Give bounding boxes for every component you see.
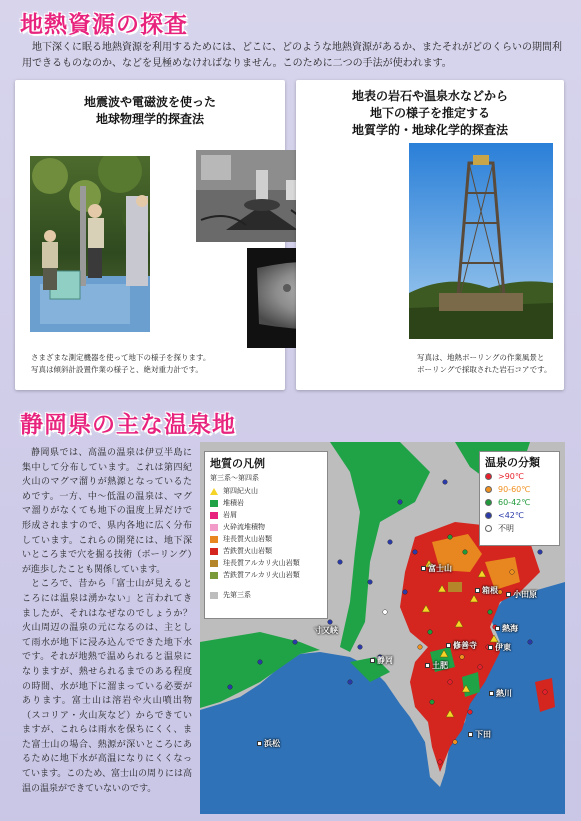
legend-items — [210, 485, 322, 581]
paragraph-2: ところで、昔から「富士山が見えるところには温泉は湧かない」と言われてきましたが、それはなぜなのでしょうか？火山周辺の温泉の元になるのは、主として雨水が地下に浸み込んでできた地下水です。それが地熱で温められると温泉になりますが、熱せられるまでのある程度の時間、水が地下に溜まっている必要があります。富士山は溶岩や火山噴出物（スコリア・火山灰など）からできていますが、これらは雨水を保ちにくく、また富士山の場合、熱源が深いところにあるために地下水が高温になりにくくなっています。このため、富士山の周りには高温の温泉ができていないのです。 — [22, 579, 192, 794]
classification-item-label: 不明 — [498, 524, 514, 533]
legend-item — [210, 497, 322, 509]
dot-icon — [485, 473, 492, 480]
place-fuji: 富士山 — [421, 563, 452, 574]
hot-spring-classification — [479, 451, 560, 546]
classification-item — [485, 496, 554, 509]
classification-item-label: 90-60℃ — [498, 485, 531, 494]
legend-item — [210, 509, 322, 521]
legend-swatch — [210, 536, 218, 543]
dot-icon — [485, 499, 492, 506]
legend-swatch — [210, 548, 218, 555]
panel-geological-caption: 写真は、地熱ボーリングの作業風景と ボーリングで採取された岩石コアです。 — [417, 353, 552, 374]
legend-title: 地質の凡例 — [210, 457, 265, 470]
place-ito: 伊東 — [488, 642, 511, 653]
legend-swatch — [210, 512, 218, 519]
classification-item — [485, 509, 554, 522]
legend-subtitle: 第三系～第四系 — [210, 474, 259, 482]
legend-item-label: 火砕流堆積物 — [223, 523, 265, 531]
legend-swatch — [210, 560, 218, 567]
legend-item-label: 珪長質アルカリ火山岩類 — [223, 559, 300, 567]
panel-geological-title: 地表の岩石や温泉水などから 地下の様子を推定する 地質学的・地球化学的探査法 — [351, 89, 508, 137]
place-shizuoka: 静岡 — [370, 655, 393, 666]
classification-item-label: <42℃ — [498, 511, 524, 520]
place-odawara: 小田原 — [506, 589, 537, 600]
panel-geophysical — [15, 80, 285, 390]
place-hamamatsu: 浜松 — [257, 738, 280, 749]
volcano-triangle-icon — [210, 488, 218, 495]
legend-item-label: 堆積岩 — [223, 499, 244, 507]
legend-swatch — [210, 524, 218, 531]
legend-item-pre-tertiary: 先第三系 — [210, 589, 322, 601]
intro-text: 地下深くに眠る地熱資源を利用するためには、どこに、どのような地熱資源があるか、またそれがどのくらいの期間利用できるものなのか、などを見極めなければなりません。このために二つの手法が使われます。 — [22, 42, 562, 69]
place-sumata: 寸又峡 — [314, 626, 338, 635]
photo-drilling-rig — [409, 143, 553, 339]
panel-geophysical-title: 地震波や電磁波を使った 地球物理学的探査法 — [83, 95, 216, 126]
legend-item-label: 珪長質火山岩類 — [223, 535, 272, 543]
legend-swatch — [210, 592, 218, 599]
place-toi: 土肥 — [425, 660, 448, 671]
legend-item — [210, 569, 322, 581]
legend-item — [210, 545, 322, 557]
place-atami: 熱海 — [495, 623, 518, 634]
legend-item-label: 苦鉄質火山岩類 — [223, 547, 272, 555]
place-shimoda: 下田 — [468, 729, 491, 740]
classification-item — [485, 470, 554, 483]
hot-springs-text — [22, 446, 192, 796]
legend-item — [210, 521, 322, 533]
classification-item-label: >90℃ — [498, 472, 524, 481]
panel-geological — [296, 80, 564, 390]
dot-icon — [485, 486, 492, 493]
legend-item-label: 第四紀火山 — [223, 487, 258, 495]
geology-legend — [204, 451, 328, 619]
legend-item — [210, 557, 322, 569]
legend-item-label: 苦鉄質アルカリ火山岩類 — [223, 571, 300, 579]
dot-icon — [485, 525, 492, 532]
place-shuzenji: 修善寺 — [446, 640, 477, 651]
section-title-hot-springs: 静岡県の主な温泉地 — [20, 412, 236, 438]
classification-item — [485, 522, 554, 535]
classification-title: 温泉の分類 — [485, 456, 540, 469]
classification-items — [485, 470, 554, 535]
legend-swatch — [210, 572, 218, 579]
place-hakone: 箱根 — [475, 585, 498, 596]
place-atagawa: 熱川 — [489, 688, 512, 699]
legend-item — [210, 485, 322, 497]
legend-swatch — [210, 500, 218, 507]
legend-item-label: 岩屑 — [223, 511, 237, 519]
paragraph-1: 静岡県では、高温の温泉は伊豆半島に集中して分布しています。これは第四紀火山のマグマ溜りが熱源となっているためです。一方、中～低温の温泉は、マグマ溜りがなくても地下の温度上昇だけで形成されますので、県内各地に広く分布しています。これらの開発には、地下深いところまで穴を掘る技術（ボーリング）が進歩したことも関係しています。 — [22, 448, 192, 575]
legend-item — [210, 533, 322, 545]
photo-field-survey — [30, 156, 150, 332]
classification-item-label: 60-42℃ — [498, 498, 531, 507]
section-title-exploration: 地熱資源の探査 — [20, 12, 188, 38]
panel-geophysical-caption: さまざまな測定機器を使って地下の様子を探ります。 写真は傾斜計設置作業の様子と、絶対重力計です。 — [31, 353, 211, 374]
classification-item — [485, 483, 554, 496]
dot-icon — [485, 512, 492, 519]
